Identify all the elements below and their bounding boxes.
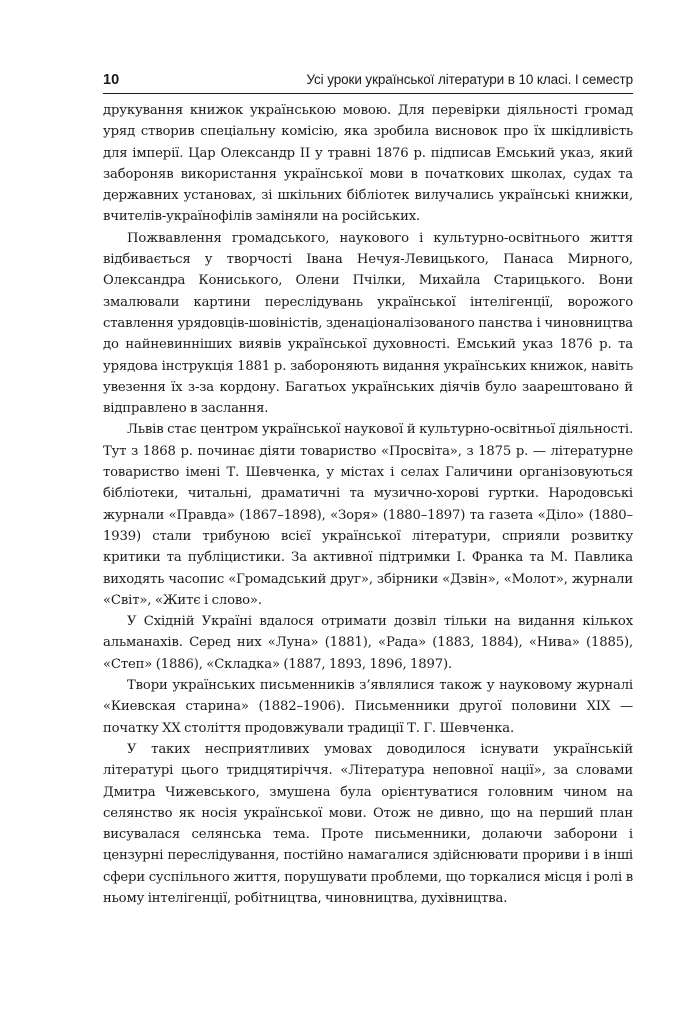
paragraph: Твори українських письменників з’являлися також у науковому журналі «Киевская старина» (1882–1906). Письменники другої половини XIX — початку XX століття продовжували традиції Т. Г. Шевченка. xyxy=(103,678,633,736)
running-title: Усі уроки української літератури в 10 класі. І семестр xyxy=(306,72,633,87)
paragraph: Львів стає центром української наукової й культурно-освітньої діяльності. Тут з 1868 р. починає діяти товариство «Просвіта», з 1875 р. — літературне товариство імені Т. Шевченка, у містах і селах Галичини організовуються бібліотеки, читальні, драматичні та музично-хорові гуртки. Народовські журнали «Правда» (1867–1898), «Зоря» (1880–1897) та газета «Діло» (1880–1939) стали трибуною всієї української літератури, сприяли розвитку критики та публіцистики. За активної підтримки І. Франка та М. Павлика виходять часопис «Громадський друг», збірники «Дзвін», «Молот», журнали «Світ», «Житє і слово». xyxy=(103,422,633,608)
paragraph: Пожвавлення громадського, наукового і культурно-освітнього життя відбивається у творчості Івана Нечуя-Левицького, Панаса Мирного, Олександра Кониського, Олени Пчілки, Михайла Старицького. Вони змалювали картини переслідувань української інтелігенції, ворожого ставлення урядовців-шовіністів, зденаціоналізованого панства і чиновництва до найневинніших виявів української духовності. Емський указ 1876 р. та урядова інструкція 1881 р. забороняють видання українських книжок, навіть увезення їх з-за кордону. Багатьох українських діячів було заарештовано й відправлено в заслання. xyxy=(103,230,633,417)
paragraph-continued: друкування книжок українською мовою. Для перевірки діяльності громад уряд створив спеціальну комісію, яка зробила висновок про їх шкідливість для імперії. Цар Олександр II у травні 1876 р. підписав Емський указ, який забороняв використання української мови в початкових школах, судах та державних установах, зі шкільних бібліотек вилучались українські книжки, вчителів-українофілів заміняли на російських. xyxy=(103,103,633,225)
body-text xyxy=(103,100,633,909)
paragraph: У таких несприятливих умовах доводилося існувати українській літературі цього тридцятиріччя. «Література неповної нації», за словами Дмитра Чижевського, змушена була орієнтуватися головним чином на селянство як носія української мови. Отож не дивно, що на перший план висувалася селянська тема. Проте письменники, долаючи заборони і цензурні переслідування, постійно намагалися здійснювати прориви і в інші сфери суспільного життя, порушувати проблеми, що торкалися місця і ролі в ньому інтелігенції, робітництва, чиновництва, духівництва. xyxy=(103,741,633,906)
paragraph: У Східній Україні вдалося отримати дозвіл тільки на видання кількох альманахів. Серед них «Луна» (1881), «Рада» (1883, 1884), «Нива» (1885), «Степ» (1886), «Складка» (1887, 1893, 1896, 1897). xyxy=(103,614,633,672)
page-header xyxy=(103,70,633,94)
book-page xyxy=(103,70,633,909)
page-number: 10 xyxy=(103,72,120,88)
